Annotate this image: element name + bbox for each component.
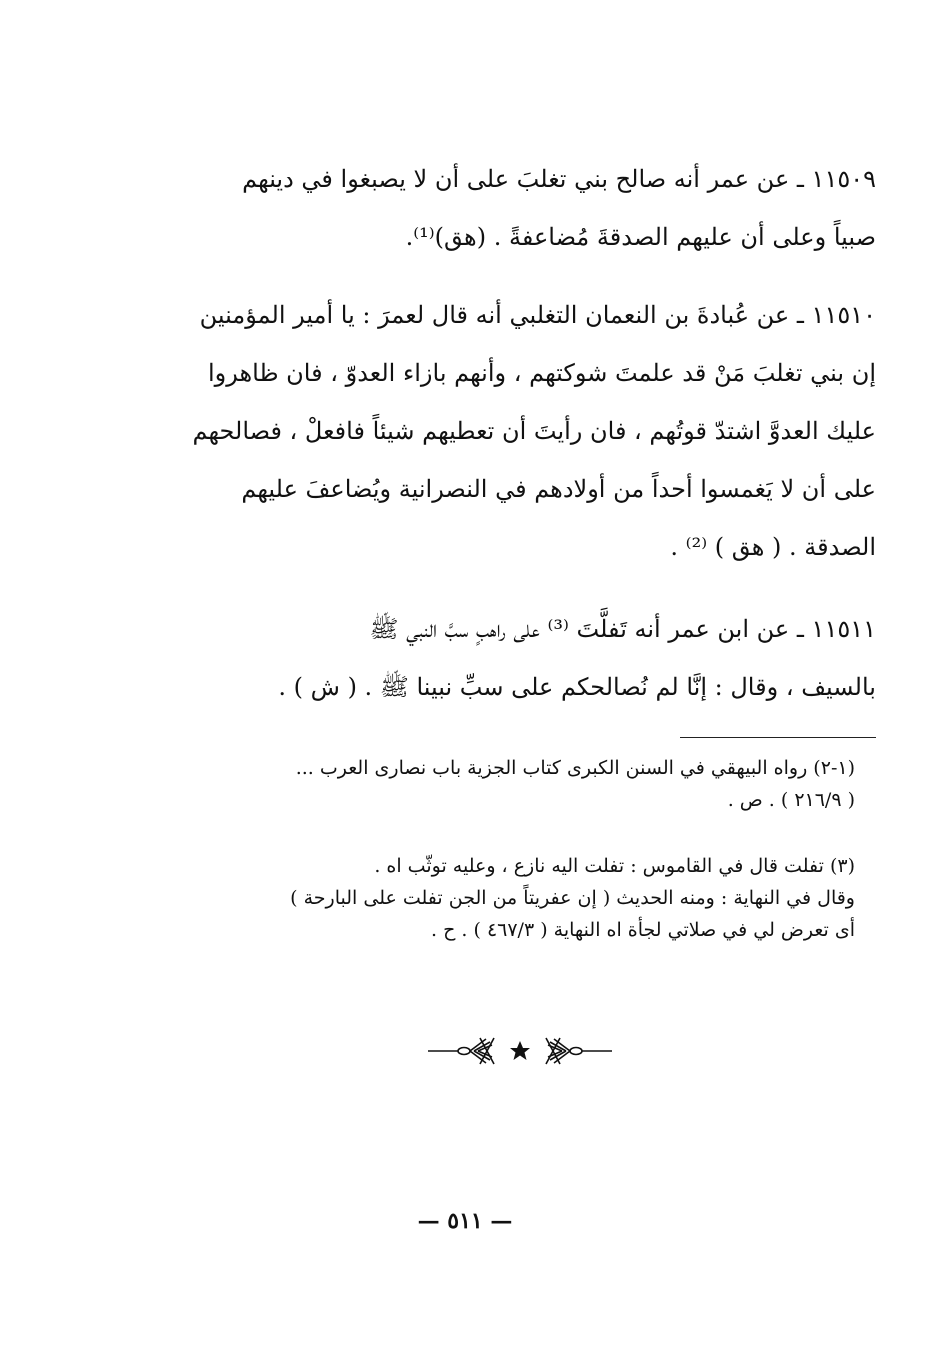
text-line: إن بني تغلبَ مَنْ قد علمتَ شوكتهم ، وأنهم بازاء العدوّ ، فان ظاهروا [207,359,876,387]
text-line: بالسيف ، وقال : إنَّا لم نُصالحكم على سبِّ نبينا ﷺ . ( ش ) . [278,673,876,701]
text-line: صبياً وعلى أن عليهم الصدقةَ مُضاعفةً . (هق)⁽¹⁾. [405,223,876,251]
text-line: الصدقة . ( هق ) ⁽²⁾ . [670,533,876,561]
text-line: عليك العدوَّ اشتدّ قوتُهم ، فان رأيتَ أن تعطيهم شيئاً فافعلْ ، فصالحهم [192,417,876,445]
text-line: ١١٥٠٩ ـ عن عمر أنه صالح بني تغلبَ على أن لا يصبغوا في دينهم [242,165,876,193]
text-line: ١١٥١١ ـ عن ابن عمر أنه تَفلَّتَ ⁽³⁾ على راهبٍ سبَّ النبي ﷺ [369,615,876,643]
footnote-1-2 [190,752,855,816]
footnote-line: وقال في النهاية : ومنه الحديث ( إن عفريتاً من الجن تفلت على البارحة ) [290,887,855,909]
text-line: على أن لا يَغمسوا أحداً من أولادهم في النصرانية ويُضاعفَ عليهم [241,475,876,503]
hadith-entry-11511 [170,600,876,716]
footnote-line: (٣) تفلت قال في القاموس : تفلت اليه نازع ، وعليه توثّب اه . [374,855,855,877]
footnote-separator [680,737,876,738]
page-number: — ٥١١ — [417,1208,513,1234]
footnote-line: أى تعرض لي في صلاتي لجأة اه النهاية ( ٤٦٧/٣ ) . ح . [431,919,855,941]
footnote-line: ( ٢١٦/٩ ) . ص . [727,789,855,811]
footnote-line: (١-٢) رواه البيهقي في السنن الكبرى كتاب الجزية باب نصارى العرب ... [295,757,855,779]
footnote-3 [190,850,855,946]
hadith-entry-11509 [170,150,876,266]
text-line: ١١٥١٠ ـ عن عُبادةَ بن النعمان التغلبي أنه قال لعمرَ : يا أمير المؤمنين [199,301,876,329]
ornament-star-divider-icon [420,1030,620,1072]
hadith-entry-11510 [170,286,876,576]
